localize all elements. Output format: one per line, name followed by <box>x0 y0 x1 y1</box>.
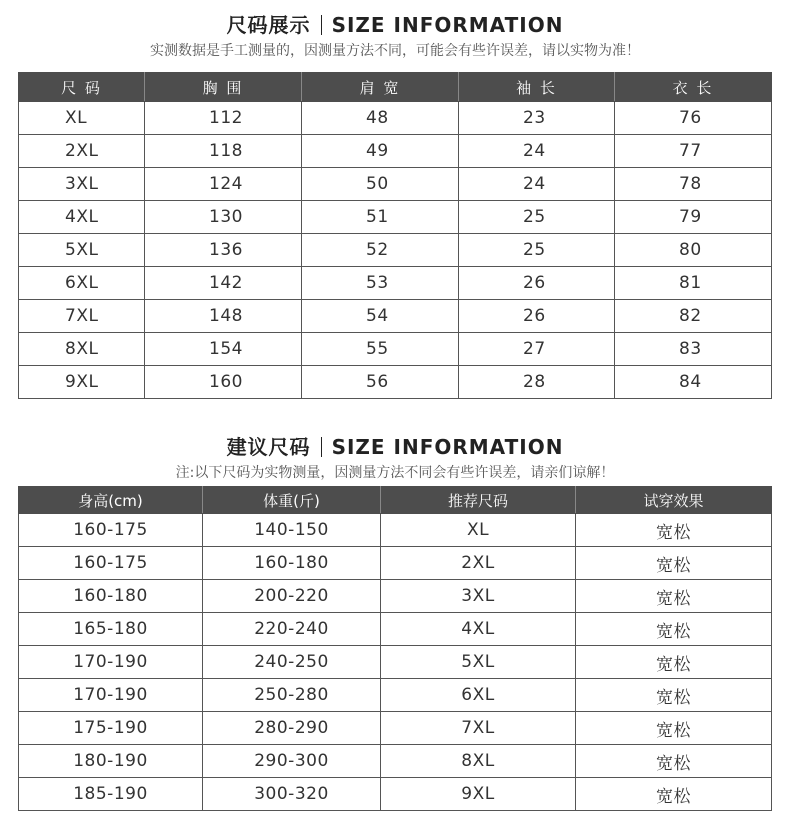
size-cell: 79 <box>615 201 772 234</box>
recommend-table-row <box>19 778 772 811</box>
size-cell: 55 <box>302 333 459 366</box>
title-divider <box>321 437 322 457</box>
size-table-header <box>19 73 772 102</box>
size-table-row <box>19 135 772 168</box>
size-cell: 154 <box>145 333 302 366</box>
size-cell: 3XL <box>19 168 145 201</box>
recommend-cell: 160-180 <box>19 580 203 613</box>
recommend-table-header <box>19 487 772 514</box>
size-header-cell: 胸 围 <box>145 73 302 102</box>
recommend-cell: 宽松 <box>576 547 772 580</box>
recommend-table-row <box>19 613 772 646</box>
size-cell: 48 <box>302 102 459 135</box>
size-cell: 50 <box>302 168 459 201</box>
size-cell: 54 <box>302 300 459 333</box>
size-cell: 124 <box>145 168 302 201</box>
size-cell: 2XL <box>19 135 145 168</box>
size-title-cn: 尺码展示 <box>226 13 311 37</box>
size-cell: 25 <box>459 201 615 234</box>
recommend-cell: 宽松 <box>576 712 772 745</box>
recommend-cell: 180-190 <box>19 745 203 778</box>
recommend-header-cell: 身高(cm) <box>19 487 203 514</box>
recommend-table-row <box>19 679 772 712</box>
size-cell: 80 <box>615 234 772 267</box>
size-cell: 142 <box>145 267 302 300</box>
size-table-row <box>19 366 772 399</box>
size-cell: 5XL <box>19 234 145 267</box>
recommend-cell: 8XL <box>381 745 576 778</box>
size-table <box>18 72 772 399</box>
size-cell: 24 <box>459 168 615 201</box>
recommend-cell: 140-150 <box>203 514 381 547</box>
size-table-row <box>19 267 772 300</box>
recommend-cell: 165-180 <box>19 613 203 646</box>
size-cell: 26 <box>459 267 615 300</box>
size-table-row <box>19 300 772 333</box>
size-cell: 7XL <box>19 300 145 333</box>
recommend-cell: 170-190 <box>19 679 203 712</box>
size-table-row <box>19 333 772 366</box>
size-table-row <box>19 234 772 267</box>
size-cell: 82 <box>615 300 772 333</box>
size-cell: 26 <box>459 300 615 333</box>
recommend-cell: 160-180 <box>203 547 381 580</box>
size-cell: 136 <box>145 234 302 267</box>
size-cell: 56 <box>302 366 459 399</box>
size-cell: 118 <box>145 135 302 168</box>
size-table-row <box>19 168 772 201</box>
size-cell: 83 <box>615 333 772 366</box>
size-cell: 160 <box>145 366 302 399</box>
recommend-cell: 185-190 <box>19 778 203 811</box>
recommend-table-row <box>19 580 772 613</box>
recommend-cell: 宽松 <box>576 613 772 646</box>
recommend-title-en: SIZE INFORMATION <box>331 435 564 459</box>
recommend-title-cn: 建议尺码 <box>226 435 311 459</box>
size-cell: 8XL <box>19 333 145 366</box>
size-header-cell: 袖 长 <box>459 73 615 102</box>
size-cell: 23 <box>459 102 615 135</box>
recommend-cell: 7XL <box>381 712 576 745</box>
recommend-cell: 300-320 <box>203 778 381 811</box>
size-cell: 77 <box>615 135 772 168</box>
recommend-table-row <box>19 745 772 778</box>
size-cell: 4XL <box>19 201 145 234</box>
recommend-cell: 200-220 <box>203 580 381 613</box>
size-header-cell: 衣 长 <box>615 73 772 102</box>
recommend-cell: 3XL <box>381 580 576 613</box>
recommend-cell: 宽松 <box>576 580 772 613</box>
size-cell: 148 <box>145 300 302 333</box>
size-cell: 27 <box>459 333 615 366</box>
size-cell: 52 <box>302 234 459 267</box>
recommend-header-cell: 试穿效果 <box>576 487 772 514</box>
size-cell: 25 <box>459 234 615 267</box>
size-cell: 49 <box>302 135 459 168</box>
size-cell: 81 <box>615 267 772 300</box>
recommend-cell: 220-240 <box>203 613 381 646</box>
recommend-table <box>18 486 772 811</box>
recommend-cell: 宽松 <box>576 778 772 811</box>
size-table-row <box>19 201 772 234</box>
size-cell: 9XL <box>19 366 145 399</box>
size-cell: 112 <box>145 102 302 135</box>
size-section-title <box>0 9 790 38</box>
size-cell: 28 <box>459 366 615 399</box>
title-divider <box>321 15 322 35</box>
recommend-cell: 4XL <box>381 613 576 646</box>
size-cell: 53 <box>302 267 459 300</box>
recommend-cell: 240-250 <box>203 646 381 679</box>
recommend-header-cell: 推荐尺码 <box>381 487 576 514</box>
recommend-cell: 宽松 <box>576 679 772 712</box>
recommend-table-row <box>19 646 772 679</box>
size-header-cell: 肩 宽 <box>302 73 459 102</box>
recommend-cell: 250-280 <box>203 679 381 712</box>
recommend-cell: 宽松 <box>576 745 772 778</box>
size-cell: 130 <box>145 201 302 234</box>
recommend-cell: 160-175 <box>19 547 203 580</box>
recommend-cell: 290-300 <box>203 745 381 778</box>
recommend-table-row <box>19 514 772 547</box>
recommend-cell: 175-190 <box>19 712 203 745</box>
recommend-cell: 160-175 <box>19 514 203 547</box>
recommend-cell: 9XL <box>381 778 576 811</box>
size-table-row <box>19 102 772 135</box>
size-cell: XL <box>19 102 145 135</box>
recommend-header-cell: 体重(斤) <box>203 487 381 514</box>
recommend-cell: 280-290 <box>203 712 381 745</box>
recommend-cell: 宽松 <box>576 646 772 679</box>
size-cell: 78 <box>615 168 772 201</box>
size-header-cell: 尺 码 <box>19 73 145 102</box>
size-section-subtitle: 实测数据是手工测量的，因测量方法不同，可能会有些许误差，请以实物为准！ <box>150 43 640 59</box>
recommend-cell: 2XL <box>381 547 576 580</box>
size-cell: 51 <box>302 201 459 234</box>
recommend-cell: 6XL <box>381 679 576 712</box>
size-cell: 84 <box>615 366 772 399</box>
recommend-cell: XL <box>381 514 576 547</box>
recommend-cell: 170-190 <box>19 646 203 679</box>
size-cell: 6XL <box>19 267 145 300</box>
size-cell: 76 <box>615 102 772 135</box>
size-title-en: SIZE INFORMATION <box>331 13 564 37</box>
recommend-table-row <box>19 712 772 745</box>
size-cell: 24 <box>459 135 615 168</box>
recommend-table-row <box>19 547 772 580</box>
recommend-section-subtitle: 注:以下尺码为实物测量，因测量方法不同会有些许误差，请亲们谅解！ <box>175 465 615 481</box>
recommend-section-title <box>0 431 790 460</box>
recommend-cell: 5XL <box>381 646 576 679</box>
recommend-cell: 宽松 <box>576 514 772 547</box>
